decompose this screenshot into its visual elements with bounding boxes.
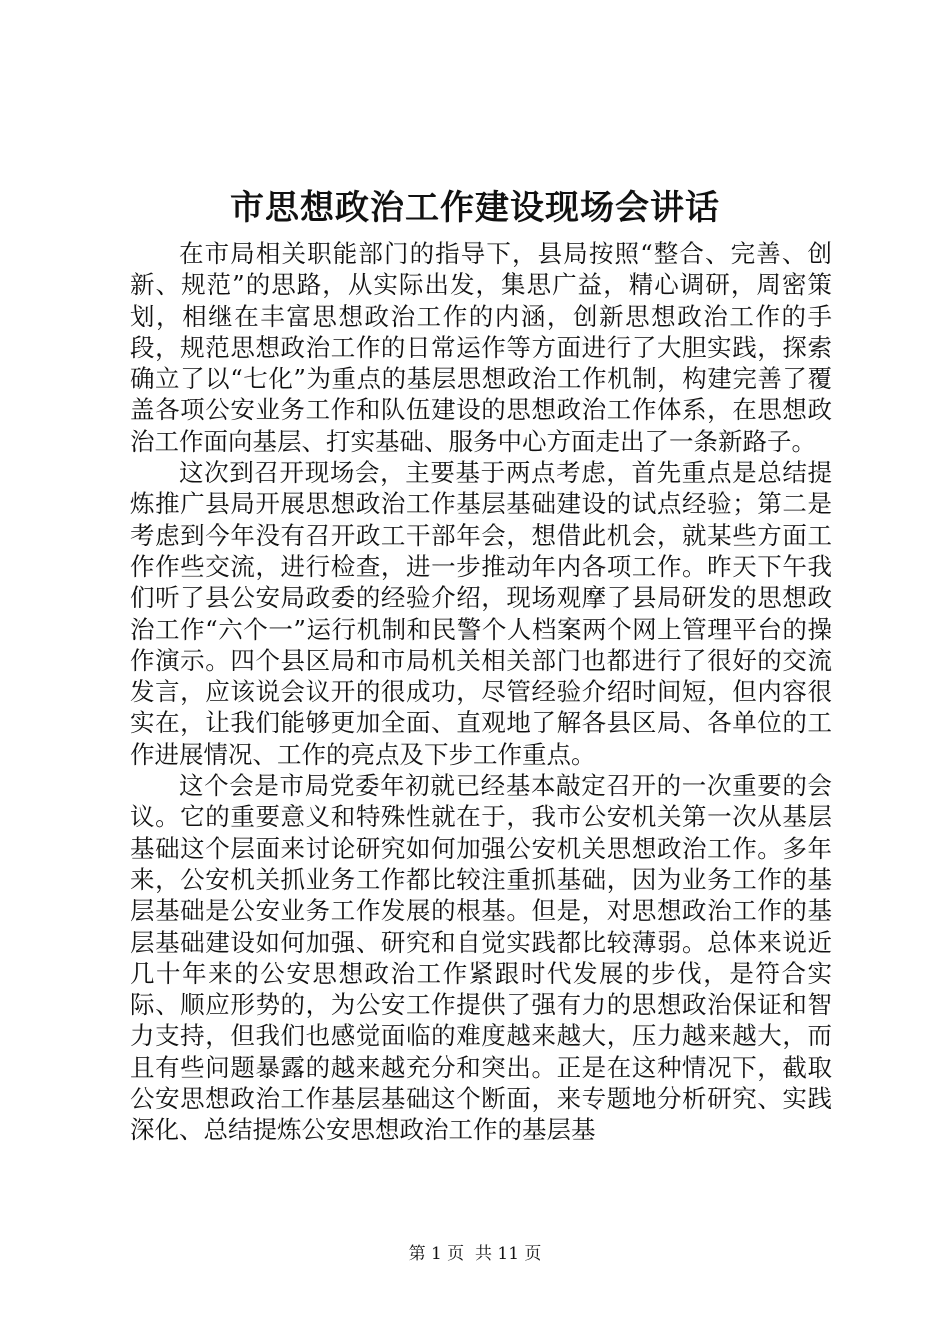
document-title: 市思想政治工作建设现场会讲话 [230, 188, 720, 228]
document-body [130, 238, 832, 1146]
paragraph-3: 这个会是市局党委年初就已经基本敲定召开的一次重要的会议。它的重要意义和特殊性就在于，我市公安机关第一次从基层基础这个层面来讨论研究如何加强公安机关思想政治工作。多年来，公安机关抓业务工作都比较注重抓基础，因为业务工作的基层基础是公安业务工作发展的根基。但是，对思想政治工作的基层基础建设如何加强、研究和自觉实践都比较薄弱。总体来说近几十年来的公安思想政治工作紧跟时代发展的步伐，是符合实际、顺应形势的，为公安工作提供了强有力的思想政治保证和智力支持，但我们也感觉面临的难度越来越大，压力越来越大，而且有些问题暴露的越来越充分和突出。正是在这种情况下，截取公安思想政治工作基层基础这个断面，来专题地分析研究、实践深化、总结提炼公安思想政治工作的基层基 [130, 771, 832, 1145]
page-footer [0, 1242, 950, 1266]
paragraph-1: 在市局相关职能部门的指导下，县局按照“整合、完善、创新、规范”的思路，从实际出发，集思广益，精心调研，周密策划，相继在丰富思想政治工作的内涵，创新思想政治工作的手段，规范思想政治工作的日常运作等方面进行了大胆实践，探索确立了以“七化”为重点的基层思想政治工作机制，构建完善了覆盖各项公安业务工作和队伍建设的思想政治工作体系，在思想政治工作面向基层、打实基础、服务中心方面走出了一条新路子。 [130, 239, 832, 456]
paragraph-2: 这次到召开现场会，主要基于两点考虑，首先重点是总结提炼推广县局开展思想政治工作基层基础建设的试点经验；第二是考虑到今年没有召开政工干部年会，想借此机会，就某些方面工作作些交流，进行检查，进一步推动年内各项工作。昨天下午我们听了县公安局政委的经验介绍，现场观摩了县局研发的思想政治工作“六个一”运行机制和民警个人档案两个网上管理平台的操作演示。四个县区局和市局机关相关部门也都进行了很好的交流发言，应该说会议开的很成功，尽管经验介绍时间短，但内容很实在，让我们能够更加全面、直观地了解各县区局、各单位的工作进展情况、工作的亮点及下步工作重点。 [130, 458, 832, 769]
page-number: 第 1 页 共 11 页 [408, 1244, 542, 1264]
